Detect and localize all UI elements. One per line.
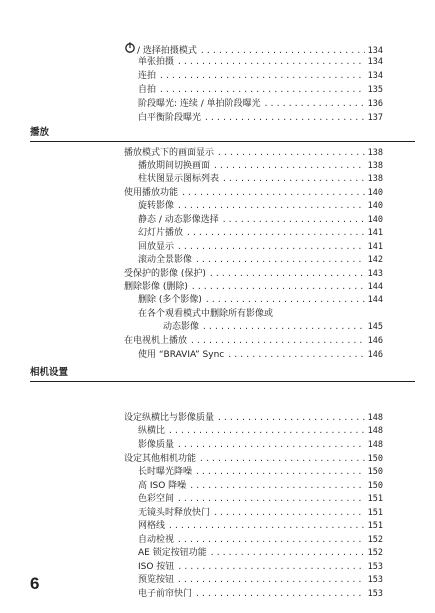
toc-entry-text: 静态 / 动态影像选择 [138, 215, 219, 225]
toc-entry-text: 阶段曝光: 连续 / 单拍阶段曝光 [138, 99, 261, 109]
section-heading-playback: 播放 [30, 127, 50, 138]
toc-entry-text: 无镜头时释放快门 [138, 508, 211, 518]
toc-entry-page: 146 [367, 350, 383, 360]
page-number: 6 [30, 574, 40, 593]
toc-entry-page: 138 [367, 174, 383, 184]
toc-entry-text: 高 ISO 降噪 [138, 481, 187, 491]
toc-entry-page: 152 [367, 535, 383, 545]
leader-dots [177, 439, 365, 451]
leader-dots [264, 98, 365, 110]
toc-entry [138, 507, 383, 519]
toc-entry-text: 预览按钮 [138, 575, 175, 585]
toc-entry [124, 42, 383, 54]
toc-entry-text: 连拍 [138, 71, 157, 81]
toc-entry-text: 柱状图显示图标列表 [138, 174, 220, 184]
toc-entry [138, 200, 383, 212]
toc-entry-text: 滚动全景影像 [138, 255, 193, 265]
toc-entry [163, 321, 383, 333]
toc-entry-page: 144 [367, 282, 383, 292]
toc-entry-text: 在电视机上播放 [124, 336, 188, 346]
toc-entry-text: 播放模式下的画面显示 [124, 148, 215, 158]
leader-dots [199, 453, 365, 465]
toc-entry [138, 70, 383, 82]
toc-entry-page: 142 [367, 255, 383, 265]
toc-entry-page: 138 [367, 148, 383, 158]
leader-dots [177, 561, 364, 573]
toc-entry [124, 412, 383, 424]
toc-entry-text: 电子前帘快门 [138, 589, 193, 599]
leader-dots [217, 147, 365, 159]
toc-entry-page: 141 [367, 228, 383, 238]
toc-entry [138, 534, 383, 546]
leader-dots [168, 425, 365, 437]
toc-entry-text: 在各个观看模式中删除所有影像或 [138, 309, 274, 319]
toc-entry [138, 588, 383, 600]
leader-dots [204, 112, 365, 124]
leader-dots [177, 241, 365, 253]
toc-entry [138, 294, 383, 306]
toc-entry-page: 151 [367, 508, 383, 518]
toc-entry-text: 设定其他相机功能 [124, 454, 197, 464]
leader-dots [209, 268, 365, 280]
toc-entry [138, 173, 383, 185]
toc-entry [124, 453, 383, 465]
toc-entry-text: 白平衡阶段曝光 [138, 113, 202, 123]
toc-entry-page: 145 [367, 322, 383, 332]
toc-entry [138, 480, 383, 492]
leader-dots [202, 321, 365, 333]
toc-entry-page: 141 [367, 242, 383, 252]
toc-entry-text: 播放期间切换画面 [138, 161, 211, 171]
toc-entry-text: 使用 “BRAVIA” Sync [138, 350, 225, 360]
toc-entry-page: 144 [367, 295, 383, 305]
toc-entry-page: 148 [367, 440, 383, 450]
self-timer-icon [124, 42, 136, 53]
toc-entry [138, 308, 273, 320]
toc-entry [138, 561, 383, 573]
toc-entry-page: 151 [367, 521, 383, 531]
toc-entry [138, 466, 383, 478]
leader-dots [159, 70, 365, 82]
toc-entry-text: 旋转影像 [138, 201, 175, 211]
leader-dots [177, 574, 365, 586]
leader-dots [213, 507, 365, 519]
toc-entry-text: 删除 (多个影像) [138, 295, 202, 305]
toc-entry-text: 自动检视 [138, 535, 175, 545]
leader-dots [177, 56, 365, 68]
toc-entry-page: 153 [367, 575, 383, 585]
toc-entry-text: 影像质量 [138, 440, 175, 450]
toc-entry [138, 214, 383, 226]
toc-entry-page: 134 [367, 46, 383, 56]
toc-entry [138, 254, 383, 266]
toc-entry [124, 335, 383, 347]
toc-entry-text: 自拍 [138, 85, 157, 95]
toc-entry-text: AE 锁定按钮功能 [138, 548, 207, 558]
toc-entry-page: 134 [367, 57, 383, 67]
toc-entry [138, 547, 383, 559]
leader-dots [168, 520, 365, 532]
toc-entry [138, 98, 383, 110]
leader-dots [195, 466, 365, 478]
toc-entry [138, 574, 383, 586]
leader-dots [213, 160, 365, 172]
toc-entry-page: 146 [367, 336, 383, 346]
toc-entry-page: 150 [367, 481, 383, 491]
toc-entry [138, 56, 383, 68]
toc-entry-page: 150 [367, 467, 383, 477]
leader-dots [186, 227, 365, 239]
leader-dots [217, 412, 365, 424]
toc-entry [138, 520, 383, 532]
leader-dots [190, 335, 365, 347]
toc-entry-text: 受保护的影像 (保护) [124, 269, 206, 279]
toc-entry [138, 227, 383, 239]
leader-dots [210, 547, 365, 559]
toc-entry-page: 148 [367, 426, 383, 436]
self-timer-continuous-icon [124, 42, 136, 53]
leader-dots [195, 254, 365, 266]
toc-entry-text: 单张拍摄 [138, 57, 175, 67]
toc-entry-text: 长时曝光降噪 [138, 467, 193, 477]
toc-entry [138, 349, 383, 361]
leader-dots [222, 173, 365, 185]
section-divider [30, 381, 415, 382]
toc-entry-text: 网格线 [138, 521, 166, 531]
toc-entry-text: 动态影像 [163, 322, 200, 332]
leader-dots [177, 200, 365, 212]
toc-entry [138, 439, 383, 451]
toc-entry-page: 136 [367, 99, 383, 109]
toc-entry-text: 色彩空间 [138, 494, 175, 504]
toc-entry [138, 84, 383, 96]
toc-entry-page: 140 [367, 188, 383, 198]
section-heading-camera-settings: 相机设置 [30, 367, 69, 378]
toc-entry [124, 281, 383, 293]
toc-entry [138, 493, 383, 505]
toc-entry-text: 幻灯片播放 [138, 228, 184, 238]
toc-entry [124, 147, 383, 159]
leader-dots [159, 84, 365, 96]
toc-entry-text: 使用播放功能 [124, 188, 179, 198]
leader-dots [222, 214, 365, 226]
toc-entry-page: 150 [367, 454, 383, 464]
leader-dots [195, 588, 365, 600]
toc-entry-page: 140 [367, 201, 383, 211]
toc-entry-page: 151 [367, 494, 383, 504]
toc-entry [124, 268, 383, 280]
toc-entry-page: 134 [367, 71, 383, 81]
leader-dots [227, 349, 364, 361]
toc-entry [138, 112, 383, 124]
section-divider [30, 141, 415, 142]
leader-dots [191, 281, 365, 293]
toc-entry-text: 纵横比 [138, 426, 166, 436]
leader-dots [177, 493, 365, 505]
leader-dots [177, 534, 365, 546]
toc-entry-text: 回放显示 [138, 242, 175, 252]
toc-entry [138, 425, 383, 437]
toc-entry-page: 143 [367, 269, 383, 279]
toc-entry [138, 160, 383, 172]
leader-dots [205, 294, 365, 306]
toc-entry-page: 137 [367, 113, 383, 123]
toc-entry-page: 140 [367, 215, 383, 225]
toc-entry-page: 152 [367, 548, 383, 558]
toc-entry-text: 设定纵横比与影像质量 [124, 413, 215, 423]
toc-entry-page: 138 [367, 161, 383, 171]
toc-entry-page: 135 [367, 85, 383, 95]
toc-entry-page: 153 [367, 589, 383, 599]
toc-entry-page: 148 [367, 413, 383, 423]
leader-dots [189, 480, 364, 492]
toc-entry [124, 187, 383, 199]
toc-entry-text: / 选择拍摄模式 [137, 46, 197, 56]
toc-entry-text: ISO 按钮 [138, 562, 175, 572]
toc-entry [138, 241, 383, 253]
toc-entry-page: 153 [367, 562, 383, 572]
leader-dots [181, 187, 365, 199]
toc-entry-text: 删除影像 (删除) [124, 282, 188, 292]
